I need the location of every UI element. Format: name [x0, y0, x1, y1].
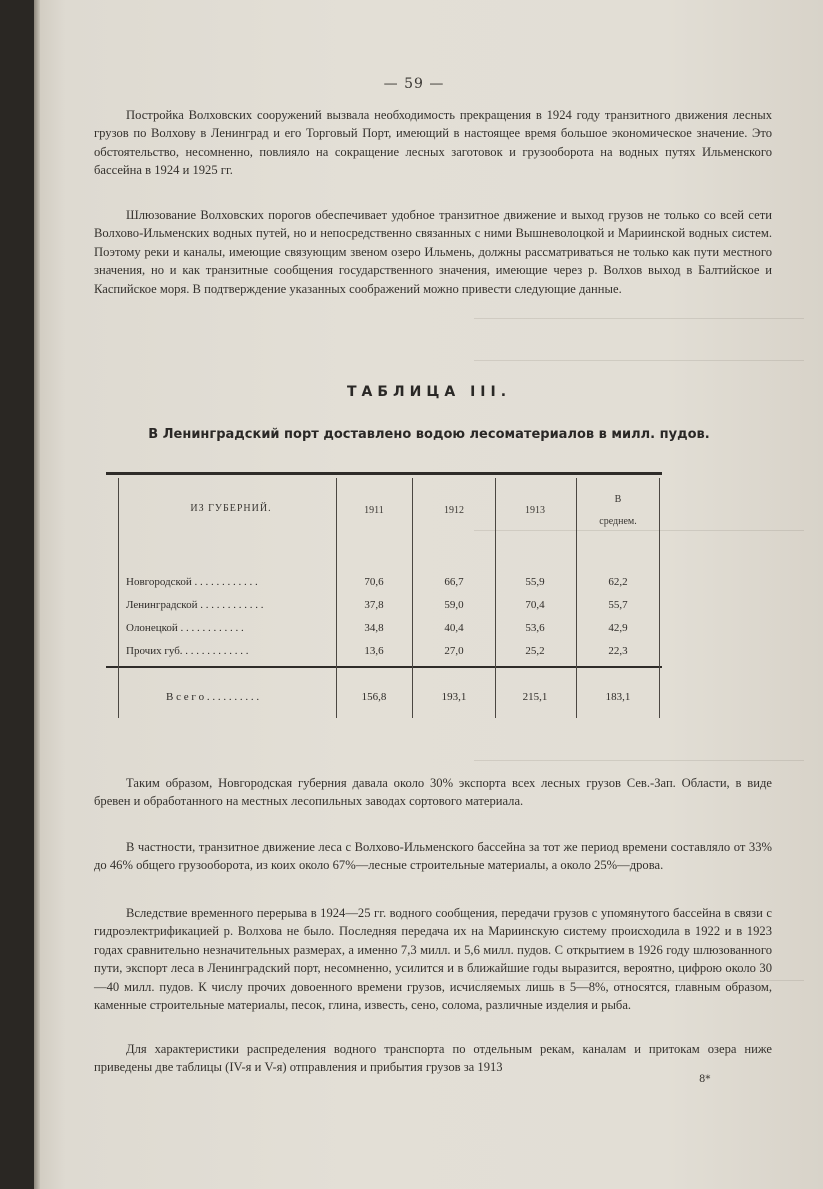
- table-column-divider: [412, 478, 413, 718]
- cell-olonets-1913: 53,6: [525, 622, 545, 634]
- cell-total-1912: 193,1: [441, 691, 467, 703]
- cell-novgorod-1912: 66,7: [444, 576, 464, 588]
- table-border-right: [659, 478, 660, 718]
- data-table: [106, 472, 662, 720]
- signature-mark: 8*: [699, 1074, 711, 1085]
- table-column-divider: [576, 478, 577, 718]
- header-year-1911: 1911: [364, 505, 384, 516]
- cell-olonets-1911: 34,8: [364, 622, 384, 634]
- row-label-total: В с е г о . . . . . . . . . .: [166, 691, 260, 703]
- paragraph-3: Таким образом, Новгородская губерния давала около 30% экспорта всех лесных грузов Сев.-Зап. Области, в виде бревен и обработанного на местных лесопильных заводах сортового материала.: [94, 776, 772, 809]
- paragraph-5: Вследствие временного перерыва в 1924—25 гг. водного сообщения, передачи грузов с упомянутого бассейна в связи с гидроэлектрификацией р. Волхова не было. Последняя передача их на Мариинскую систему происходила в 1922 и в 1923 годах сравнительно незначительных размерах, а именно 7,3 милл. и 5,6 милл. пудов. С открытием в 1926 году шлюзованного пути, экспорт леса в Ленинградский порт, несомненно, усилится и в ближайшие годы выразится, вероятно, цифрою около 30—40 милл. пудов. К числу прочих довоенного времени грузов, исчисляемых лишь в 5—8%, относятся, главным образом, каменные строительные материалы, песок, глина, известь, сено, солома, различные изделия и рыба.: [94, 906, 772, 1013]
- cell-leningrad-1911: 37,8: [364, 599, 384, 611]
- row-label-novgorod: Новгородской . . . . . . . . . . . .: [126, 576, 258, 588]
- table-top-rule: [106, 472, 662, 475]
- header-year-1913: 1913: [525, 505, 545, 516]
- header-governorates: ИЗ ГУБЕРНИЙ.: [190, 503, 272, 514]
- table-column-divider: [336, 478, 337, 718]
- paragraph-6: Для характеристики распределения водного транспорта по отдельным рекам, каналам и притокам озера ниже приведены две таблицы (IV-я и V-я) отправления и прибытия грузов за 1913: [94, 1042, 772, 1075]
- paragraph-4: В частности, транзитное движение леса с Волхово-Ильменского бассейна за тот же период времени составляло от 33% до 46% общего грузооборота, из коих около 67%—лесные строительные материалы, а около 25%—дрова.: [94, 840, 772, 873]
- cell-other-1911: 13,6: [364, 645, 384, 657]
- bleed-through-line: [474, 760, 804, 761]
- row-label-olonets: Олонецкой . . . . . . . . . . . .: [126, 622, 244, 634]
- bleed-through-line: [474, 318, 804, 319]
- bleed-through-line: [474, 360, 804, 361]
- cell-leningrad-1913: 70,4: [525, 599, 545, 611]
- table-column-divider: [495, 478, 496, 718]
- table-subtitle: В Ленинградский порт доставлено водою лесоматериалов в милл. пудов.: [148, 427, 710, 442]
- cell-novgorod-average: 62,2: [608, 576, 628, 588]
- cell-other-average: 22,3: [608, 645, 628, 657]
- paragraph-1: Постройка Волховских сооружений вызвала необходимость прекращения в 1924 году транзитного движения лесных грузов по Волхову в Ленинград и его Торговый Порт, имеющий в настоящее время большое экономическое значение. Это обстоятельство, несомненно, повлияло на сокращение лесных заготовок и грузооборота на водных путях Ильменского бассейна в 1924 и 1925 гг.: [94, 108, 772, 178]
- cell-total-average: 183,1: [605, 691, 631, 703]
- row-label-other: Прочих губ. . . . . . . . . . . . .: [126, 645, 249, 657]
- document-page: [34, 0, 823, 1189]
- page-number: — 59 —: [383, 76, 445, 92]
- cell-olonets-1912: 40,4: [444, 622, 464, 634]
- cell-novgorod-1911: 70,6: [364, 576, 384, 588]
- cell-leningrad-average: 55,7: [608, 599, 628, 611]
- cell-other-1913: 25,2: [525, 645, 545, 657]
- table-title: ТАБЛИЦА III.: [346, 384, 512, 400]
- header-year-1912: 1912: [444, 505, 464, 516]
- cell-total-1913: 215,1: [522, 691, 548, 703]
- header-average-top: В: [614, 494, 622, 505]
- cell-total-1911: 156,8: [361, 691, 387, 703]
- table-border-left: [118, 478, 119, 718]
- cell-leningrad-1912: 59,0: [444, 599, 464, 611]
- cell-novgorod-1913: 55,9: [525, 576, 545, 588]
- cell-olonets-average: 42,9: [608, 622, 628, 634]
- paragraph-2: Шлюзование Волховских порогов обеспечивает удобное транзитное движение и выход грузов не только со всей сети Волхово-Ильменских водных путей, но и непосредственно связанных с ними Вышневолоцкой и Мариинской водных систем. Поэтому реки и каналы, имеющие связующим звеном озеро Ильмень, должны рассматриваться не только как пути местного значения, но и как транзитные сообщения государственного значения, имеющие через р. Волхов выход в Балтийское и Каспийское моря. В подтверждение указанных соображений можно привести следующие данные.: [94, 208, 772, 296]
- header-average-bottom: среднем.: [599, 516, 637, 527]
- table-total-rule: [106, 666, 662, 668]
- cell-other-1912: 27,0: [444, 645, 464, 657]
- page-binding-edge: [34, 0, 40, 1189]
- row-label-leningrad: Ленинградской . . . . . . . . . . . .: [126, 599, 264, 611]
